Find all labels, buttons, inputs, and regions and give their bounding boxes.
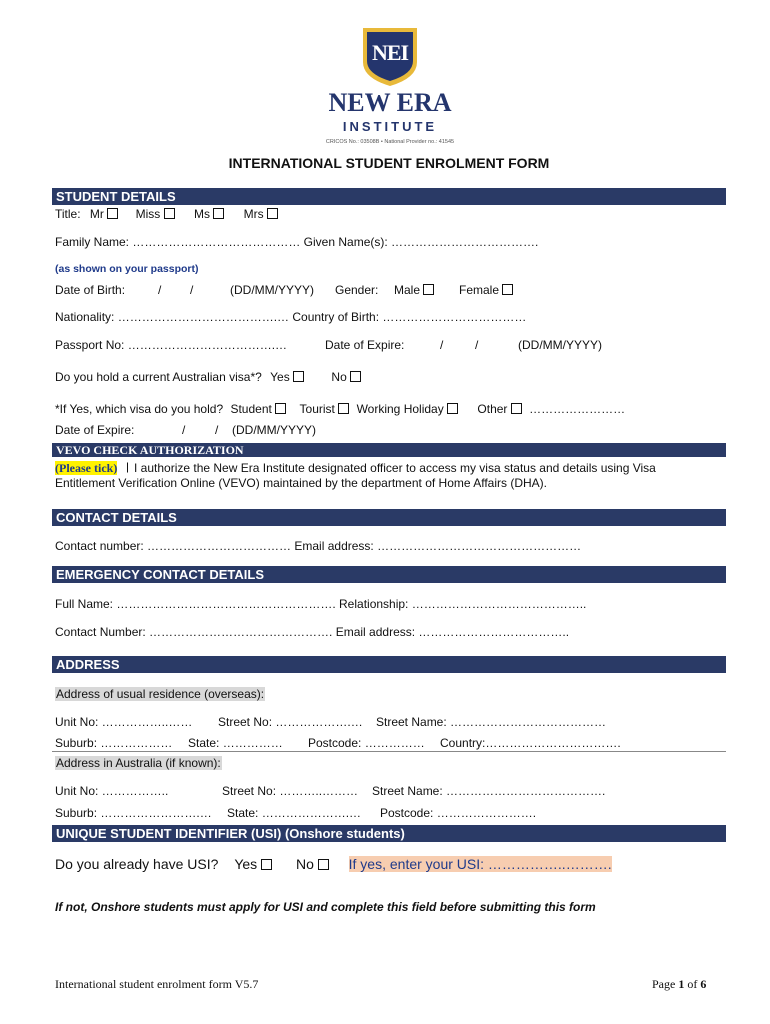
usi-yes-label: Yes: [234, 856, 258, 872]
usi-enter-field[interactable]: If yes, enter your USI: ……………..……….: [348, 856, 612, 872]
usi-note: If not, Onshore students must apply for USI and complete this field before submitting this form: [55, 900, 596, 914]
please-tick-label: (Please tick): [55, 461, 118, 475]
page-prefix: Page: [652, 977, 676, 991]
cricos-text: CRICOS No.: 03508B • National Provider no.: 41545: [325, 139, 455, 145]
dob-label: Date of Birth:: [55, 283, 126, 297]
overseas-street-name-field[interactable]: Street Name: …………………………………: [376, 715, 607, 729]
visa-other-checkbox[interactable]: [511, 403, 522, 414]
dob-slash-2: /: [190, 283, 194, 297]
usi-no-checkbox[interactable]: [318, 859, 329, 870]
visa-yes-checkbox[interactable]: [293, 371, 304, 382]
usi-no-label: No: [295, 856, 314, 872]
page-of: of: [687, 977, 698, 991]
visa-no-checkbox[interactable]: [350, 371, 361, 382]
contact-number-email-field[interactable]: Contact number: ……………………………… Email address: ……………………………………………: [55, 539, 582, 553]
nationality-field[interactable]: Nationality: ………………………………….… Country of Birth: ………………………………: [55, 310, 527, 324]
emergency-contact-field[interactable]: Contact Number: ………………………………………. Email address: ………………………………..: [55, 625, 570, 639]
expire-slash-1: /: [440, 338, 444, 352]
au-street-name-field[interactable]: Street Name: ………………………………….: [372, 784, 606, 798]
title-miss-checkbox[interactable]: [164, 208, 175, 219]
vevo-line-1: [55, 461, 656, 476]
usi-question-row: [55, 856, 612, 872]
title-miss-label: Miss: [135, 207, 161, 221]
title-mrs-checkbox[interactable]: [267, 208, 278, 219]
overseas-state-field[interactable]: State: ……………: [188, 736, 283, 750]
visa-expire-slash-2: /: [215, 423, 219, 437]
usi-question: Do you already have USI?: [55, 856, 219, 872]
visa-yes-label: Yes: [270, 370, 290, 384]
passport-note: (as shown on your passport): [55, 263, 199, 275]
address-divider: [52, 751, 726, 752]
title-row: [55, 207, 278, 221]
australia-address-label: Address in Australia (if known):: [56, 756, 221, 770]
date-expire-format: (DD/MM/YYYY): [518, 338, 602, 352]
title-mr-checkbox[interactable]: [107, 208, 118, 219]
visa-working-holiday-label: Working Holiday: [356, 402, 444, 416]
logo: [360, 26, 420, 88]
visa-expire-format: (DD/MM/YYYY): [232, 423, 316, 437]
visa-tourist-label: Tourist: [299, 402, 335, 416]
page-current: 1: [678, 977, 685, 991]
visa-student-checkbox[interactable]: [275, 403, 286, 414]
title-ms-label: Ms: [193, 207, 210, 221]
passport-no-field[interactable]: Passport No: ……………………………….…: [55, 338, 288, 352]
form-title: INTERNATIONAL STUDENT ENROLMENT FORM: [228, 155, 550, 171]
visa-type-question: *If Yes, which visa do you hold?: [55, 402, 224, 416]
dob-slash-1: /: [158, 283, 162, 297]
footer-form-version: International student enrolment form V5.7: [55, 977, 259, 991]
au-postcode-field[interactable]: Postcode: …………………….: [380, 806, 537, 820]
title-label: Title:: [55, 207, 81, 221]
logo-mark: NEI: [371, 40, 409, 65]
section-heading-address: ADDRESS: [56, 657, 120, 672]
section-heading-contact: CONTACT DETAILS: [56, 510, 177, 525]
visa-type-row: [55, 402, 625, 416]
gender-female-checkbox[interactable]: [502, 284, 513, 295]
date-expire-label: Date of Expire:: [325, 338, 405, 352]
overseas-street-no-field[interactable]: Street No: ……………….…: [218, 715, 363, 729]
emergency-full-name-field[interactable]: Full Name: ………………………………………………. Relationship: ……………………………………..: [55, 597, 587, 611]
title-ms-checkbox[interactable]: [213, 208, 224, 219]
family-name-field[interactable]: Family Name: …………………………………… Given Name(s): ……………………………….: [55, 235, 539, 249]
au-suburb-field[interactable]: Suburb: …………………….…: [55, 806, 212, 820]
gender-male-option: [394, 283, 434, 297]
overseas-suburb-field[interactable]: Suburb: ………………: [55, 736, 173, 750]
overseas-country-field[interactable]: Country:…………………………….: [440, 736, 621, 750]
overseas-address-label: Address of usual residence (overseas):: [56, 687, 265, 701]
overseas-postcode-field[interactable]: Postcode: ……………: [308, 736, 425, 750]
section-heading-vevo: VEVO CHECK AUTHORIZATION: [56, 443, 244, 457]
footer-page-number: [652, 977, 706, 992]
vevo-text-1: I authorize the New Era Institute designated officer to access my visa status and details using Visa: [134, 461, 656, 475]
brand-name: NEW ERA: [328, 88, 452, 117]
visa-student-label: Student: [230, 402, 272, 416]
section-heading-emergency: EMERGENCY CONTACT DETAILS: [56, 567, 265, 582]
section-heading-usi: UNIQUE STUDENT IDENTIFIER (USI) (Onshore students): [56, 826, 405, 841]
visa-question: Do you hold a current Australian visa*?: [55, 370, 262, 384]
visa-no-label: No: [331, 370, 347, 384]
vevo-authorize-checkbox[interactable]: [127, 462, 131, 473]
visa-working-holiday-checkbox[interactable]: [447, 403, 458, 414]
page-total: 6: [700, 977, 707, 991]
visa-other-label: Other: [477, 402, 508, 416]
gender-male-checkbox[interactable]: [423, 284, 434, 295]
gender-male-label: Male: [394, 283, 421, 297]
brand-subname: INSTITUTE: [342, 119, 438, 134]
au-state-field[interactable]: State: ………………….…: [227, 806, 362, 820]
visa-tourist-checkbox[interactable]: [338, 403, 349, 414]
expire-slash-2: /: [475, 338, 479, 352]
overseas-unit-field[interactable]: Unit No: ……………..……: [55, 715, 193, 729]
section-heading-student-details: STUDENT DETAILS: [56, 189, 176, 204]
au-unit-field[interactable]: Unit No: ……………..: [55, 784, 169, 798]
au-street-no-field[interactable]: Street No: ………..………: [222, 784, 359, 798]
visa-question-row: [55, 370, 361, 384]
visa-other-field[interactable]: ……………………: [529, 402, 626, 416]
vevo-text-2: Entitlement Verification Online (VEVO) maintained by the department of Home Affairs (DHA).: [55, 476, 547, 490]
section-bar-address: [52, 656, 726, 673]
title-mrs-label: Mrs: [243, 207, 264, 221]
gender-label: Gender:: [335, 283, 379, 297]
usi-yes-checkbox[interactable]: [261, 859, 272, 870]
gender-female-label: Female: [459, 283, 500, 297]
visa-expire-label: Date of Expire:: [55, 423, 135, 437]
gender-female-option: [459, 283, 513, 297]
dob-format: (DD/MM/YYYY): [230, 283, 314, 297]
title-mr-label: Mr: [89, 207, 104, 221]
visa-expire-slash-1: /: [182, 423, 186, 437]
